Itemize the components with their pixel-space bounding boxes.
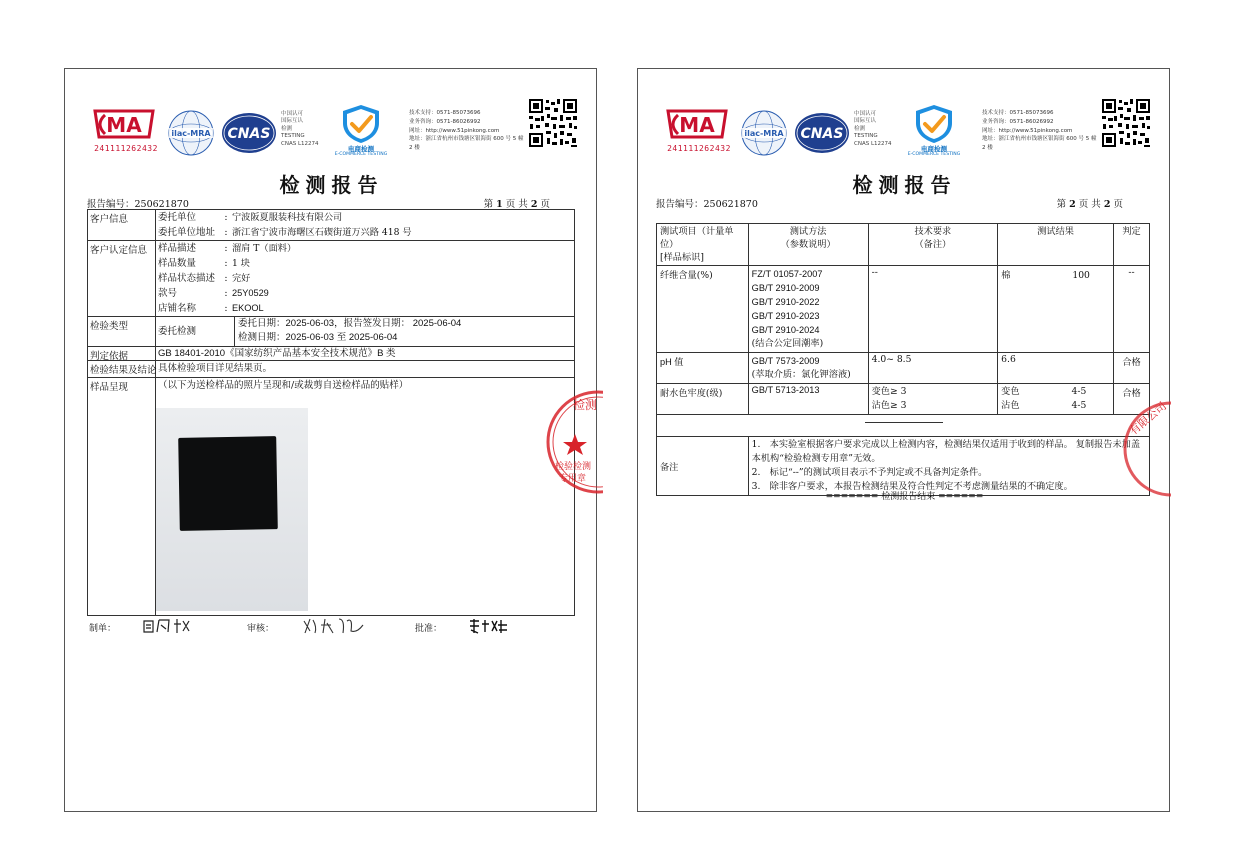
svg-text:CNAS: CNAS: [800, 126, 844, 142]
sample-photo: [156, 408, 308, 611]
ilac-text: ilac-MRA: [171, 129, 211, 138]
report-number: 报告编号：250621870: [87, 199, 189, 210]
svg-text:有限公司: 有限公司: [1126, 399, 1169, 438]
inspection-seal: [543, 387, 603, 497]
cnas-text: CNAS: [227, 126, 271, 142]
report-end-marker: ======= 检测报告结束 ======: [825, 492, 984, 502]
company-seal: [1111, 399, 1171, 499]
notes-content: 1. 本实验室根据客户要求完成以上检测内容，检测结果仅适用于收到的样品。 复制报告未加盖本机构“检验检测专用章”无效。 2. 标记“--”的测试项目表示不予判定或不具备判定条件。 3. 除非客户要求，本报告检测结果及符合性判定不考虑测量结果的不确定度。: [748, 437, 1149, 496]
style-number: 25Y0529: [232, 288, 269, 298]
basis-value: GB 18401-2010《国家纺织产品基本安全技术规范》B 类: [158, 348, 396, 359]
report-page-2: [637, 68, 1170, 812]
basis-row: [88, 347, 574, 361]
sample-status: 完好: [232, 273, 251, 284]
page-indicator: 第 1 页 共 2 页: [483, 199, 550, 210]
reviewer-signature: [301, 615, 367, 637]
ilac-mra-logo: [740, 109, 788, 157]
client-name: 宁波阪夏服装科技有限公司: [232, 212, 343, 223]
ilac-mra-logo: [167, 109, 215, 157]
ph-requirement: 4.0~ 8.5: [868, 353, 998, 384]
test-results-table: [656, 223, 1150, 496]
sample-photo-label: 样品呈现: [88, 378, 156, 615]
fiber-result: 棉 100: [998, 266, 1114, 353]
report-header: [658, 99, 1148, 159]
sample-description: 溜肩 T（面料）: [232, 243, 297, 254]
fiber-item: 纤维含量(%): [657, 266, 749, 353]
svg-text:ilac-MRA: ilac-MRA: [744, 129, 784, 138]
table-row-notes: [657, 437, 1150, 496]
sample-info-label: 客户认定信息: [88, 241, 156, 316]
shield-check-icon: [333, 103, 389, 145]
cma-logo: [664, 107, 732, 159]
test-type-value: 委托检测: [156, 317, 235, 346]
cma-number: 241111262432: [667, 144, 731, 153]
divider: [865, 422, 943, 423]
client-info-label: 客户信息: [88, 210, 156, 240]
cma-logo: [91, 107, 159, 159]
ph-result: 6.6: [998, 353, 1114, 384]
sample-photo-note: （以下为送检样品的照片呈现和/或裁剪自送检样品的贴样）: [158, 380, 409, 391]
sign-approve-label: 批准：: [415, 624, 443, 634]
cnas-logo: [221, 111, 277, 155]
fabric-swatch: [178, 436, 278, 531]
report-number: 报告编号：250621870: [656, 199, 758, 210]
fiber-requirement: --: [868, 266, 998, 353]
result-value: 具体检验项目详见结果页。: [158, 363, 273, 374]
notes-label: 备注: [657, 437, 749, 496]
basis-label: 判定依据: [88, 347, 156, 360]
ecommerce-testing-logo: 电商检测 E-COMMERCE TESTING: [906, 103, 962, 159]
fiber-methods: FZ/T 01057-2007 GB/T 2910-2009 GB/T 2910-2022 GB/T 2910-2023 GB/T 2910-2024 (结合公定回潮率): [748, 266, 868, 353]
shop-name: EKOOL: [232, 303, 264, 313]
svg-text:MA: MA: [106, 113, 142, 137]
commission-dates: 委托日期：2025-06-03，报告签发日期： 2025-06-04: [238, 318, 462, 329]
fiber-judgement: --: [1114, 266, 1150, 353]
water-item: 耐水色牢度(级): [657, 384, 749, 415]
report-header: [85, 99, 575, 159]
water-method: GB/T 5713-2013: [748, 384, 868, 415]
report-title: 检测报告: [279, 173, 384, 197]
report-info-table: [87, 209, 575, 616]
cnas-note: 中国认可 国际互认 检测 TESTING CNAS L12274: [281, 111, 319, 147]
contact-info: 技术支持：0571-85073696 业务咨询：0571-86026992 网址：http://www.51pinkong.com 地址：浙江省杭州市钱塘区银海街 600 号 5 幢 2 楼: [409, 110, 524, 152]
ph-method: GB/T 7573-2009 (萃取介质：氯化钾溶液): [748, 353, 868, 384]
sample-quantity: 1 块: [232, 258, 250, 269]
test-type-row: [88, 317, 574, 347]
table-row-spacer: [657, 415, 1150, 437]
ph-item: pH 值: [657, 353, 749, 384]
approver-signature: [467, 617, 511, 635]
ph-judgement: 合格: [1114, 353, 1150, 384]
maker-signature: [141, 617, 197, 635]
result-row: [88, 361, 574, 378]
result-label: 检验结果及结论: [88, 361, 156, 377]
report-page-1: [64, 68, 597, 812]
table-header-row: 测试项目（计量单位） [样品标识] 测试方法 （参数说明） 技术要求 （备注） 测试结果 判定: [657, 224, 1150, 266]
svg-text:MA: MA: [679, 113, 715, 137]
test-dates: 检测日期：2025-06-03 至 2025-06-04: [238, 332, 398, 343]
contact-info: 技术支持：0571-85073696 业务咨询：0571-86026992 网址：http://www.51pinkong.com 地址：浙江省杭州市钱塘区银海街 600 号 5 幢 2 楼: [982, 110, 1097, 152]
cma-logo-mark: [664, 107, 730, 141]
svg-text:检验检测: 检验检测: [555, 462, 592, 472]
cma-number: 241111262432: [94, 144, 158, 153]
svg-text:专用章: 专用章: [559, 474, 587, 484]
ecommerce-testing-logo: 电商检测 E-COMMERCE TESTING: [333, 103, 389, 159]
svg-text:检测: 检测: [573, 398, 598, 412]
cma-logo-mark: [91, 107, 157, 141]
water-judgement: 合格: [1114, 384, 1150, 415]
sample-info-row: 客户认定信息 样品描述 : 溜肩 T（面料） 样品数量 : 1 块 样品状态描述 : 完好 款号 : 25Y0529 店铺名称 : EKOOL: [88, 241, 574, 317]
page-indicator: 第 2 页 共 2 页: [1056, 199, 1123, 210]
cnas-logo: [794, 111, 850, 155]
sign-review-label: 审核：: [247, 624, 275, 634]
sample-photo-row: [88, 378, 574, 615]
qr-code: [1100, 97, 1152, 149]
sign-make-label: 制单：: [89, 624, 117, 634]
table-row-fiber: [657, 266, 1150, 353]
client-address: 浙江省宁波市海曙区石碶街道万兴路 418 号: [232, 227, 412, 238]
cnas-note: 中国认可 国际互认 检测 TESTING CNAS L12274: [854, 111, 892, 147]
client-info-row: 客户信息 委托单位 : 宁波阪夏服装科技有限公司 委托单位地址 : 浙江省宁波市海曙区石碶街道万兴路 418 号: [88, 210, 574, 241]
water-result: 变色 4-5 沾色 4-5: [998, 384, 1114, 415]
shield-check-icon: [906, 103, 962, 145]
table-row-ph: [657, 353, 1150, 384]
test-type-label: 检验类型: [88, 317, 156, 346]
water-requirement: 变色≥ 3 沾色≥ 3: [868, 384, 998, 415]
table-row-water-fastness: [657, 384, 1150, 415]
report-title: 检测报告: [852, 173, 957, 197]
qr-code: [527, 97, 579, 149]
